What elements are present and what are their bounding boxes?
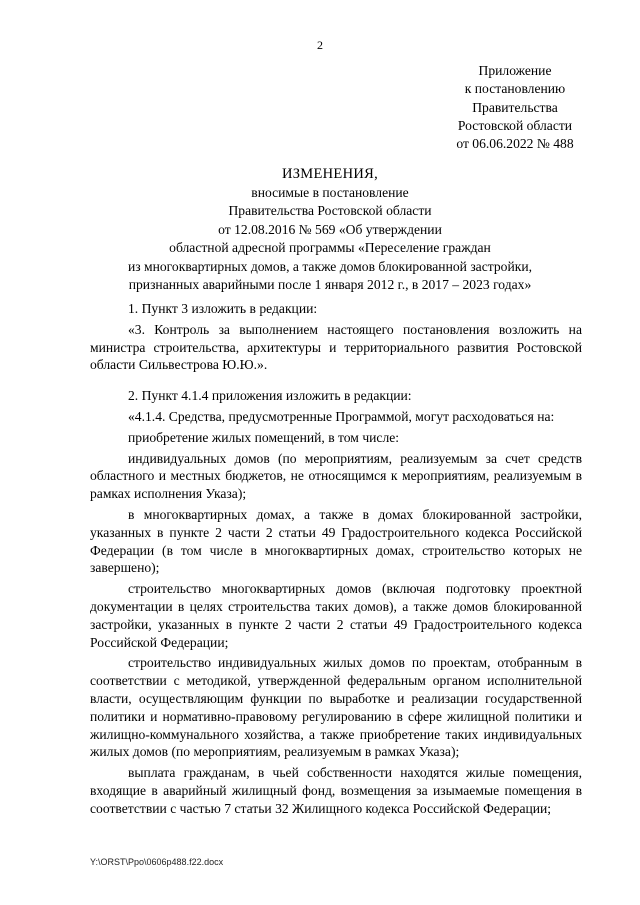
title-line: от 12.08.2016 № 569 «Об утверждении [218, 221, 442, 237]
document-title [80, 165, 580, 295]
paragraph: в многоквартирных домах, а также в домах блокированной застройки, указанных в пункте 2 части 2 статьи 49 Градостроительного кодекса Российской Федерации (в том числе в многоквартирных домах, строительство которых не завершено); [90, 506, 582, 576]
title-line: Правительства Ростовской области [228, 203, 432, 218]
page-number: 2 [317, 38, 323, 52]
paragraph: строительство индивидуальных жилых домов по проектам, отобранным в соответствии с методикой, утвержденной федеральным органом исполнительной власти, осуществляющим функции по выработке и реализации государственной политики и нормативно-правовому регулированию в сфере жилищной политики и жилищно-коммунального хозяйства, а также приобретение таких индивидуальных жилых домов (по мероприятиям, реализуемым в рамках Указа); [90, 655, 582, 760]
paragraph-item-1-text: «3. Контроль за выполнением настоящего постановления возложить на министра строительства, архитектуры и территориального развития Ростовской области Сильвестрова Ю.Ю.». [90, 321, 582, 373]
title-line: вносимые в постановление [251, 184, 409, 200]
appendix-line: к постановлению [464, 81, 566, 97]
file-path-footer: Y:\ORST\Ppo\0606p488.f22.docx [90, 857, 224, 867]
paragraph: приобретение жилых помещений, в том числе: [128, 429, 400, 445]
appendix-line: Правительства [472, 99, 558, 115]
title-heading: ИЗМЕНЕНИЯ, [281, 166, 379, 182]
paragraph-4-1-4: «4.1.4. Средства, предусмотренные Программой, могут расходоваться на: [128, 408, 555, 424]
title-line: из многоквартирных домов, а также домов блокированной застройки, [127, 258, 533, 274]
title-line: областной адресной программы «Переселение граждан [169, 240, 491, 255]
paragraph: выплата гражданам, в чьей собственности находятся жилые помещения, входящие в аварийный жилищный фонд, возмещения за изымаемые помещения в соответствии с частью 7 статьи 32 Жилищного кодекса Российской Федерации; [90, 765, 582, 816]
paragraph-item-1: 1. Пункт 3 изложить в редакции: [128, 301, 318, 316]
appendix-block [430, 62, 600, 153]
appendix-line: Приложение [478, 63, 552, 78]
document-body [90, 300, 582, 821]
paragraph: строительство многоквартирных домов (включая подготовку проектной документации в целях строительства таких домов), а также домов блокированной застройки, указанных в пункте 2 части 2 статьи 49 Градостроительного кодекса Российской Федерации; [90, 581, 582, 650]
paragraph-item-2: 2. Пункт 4.1.4 приложения изложить в редакции: [128, 388, 412, 404]
appendix-line: Ростовской области [457, 117, 573, 133]
paragraph: индивидуальных домов (по мероприятиям, реализуемым за счет средств областного и местных бюджетов, не относящимся к мероприятиям, реализуемым в рамках исполнения Указа); [90, 450, 582, 502]
title-line: признанных аварийными после 1 января 2012 г., в 2017 – 2023 годах» [128, 277, 532, 292]
appendix-line: от 06.06.2022 № 488 [456, 136, 574, 152]
